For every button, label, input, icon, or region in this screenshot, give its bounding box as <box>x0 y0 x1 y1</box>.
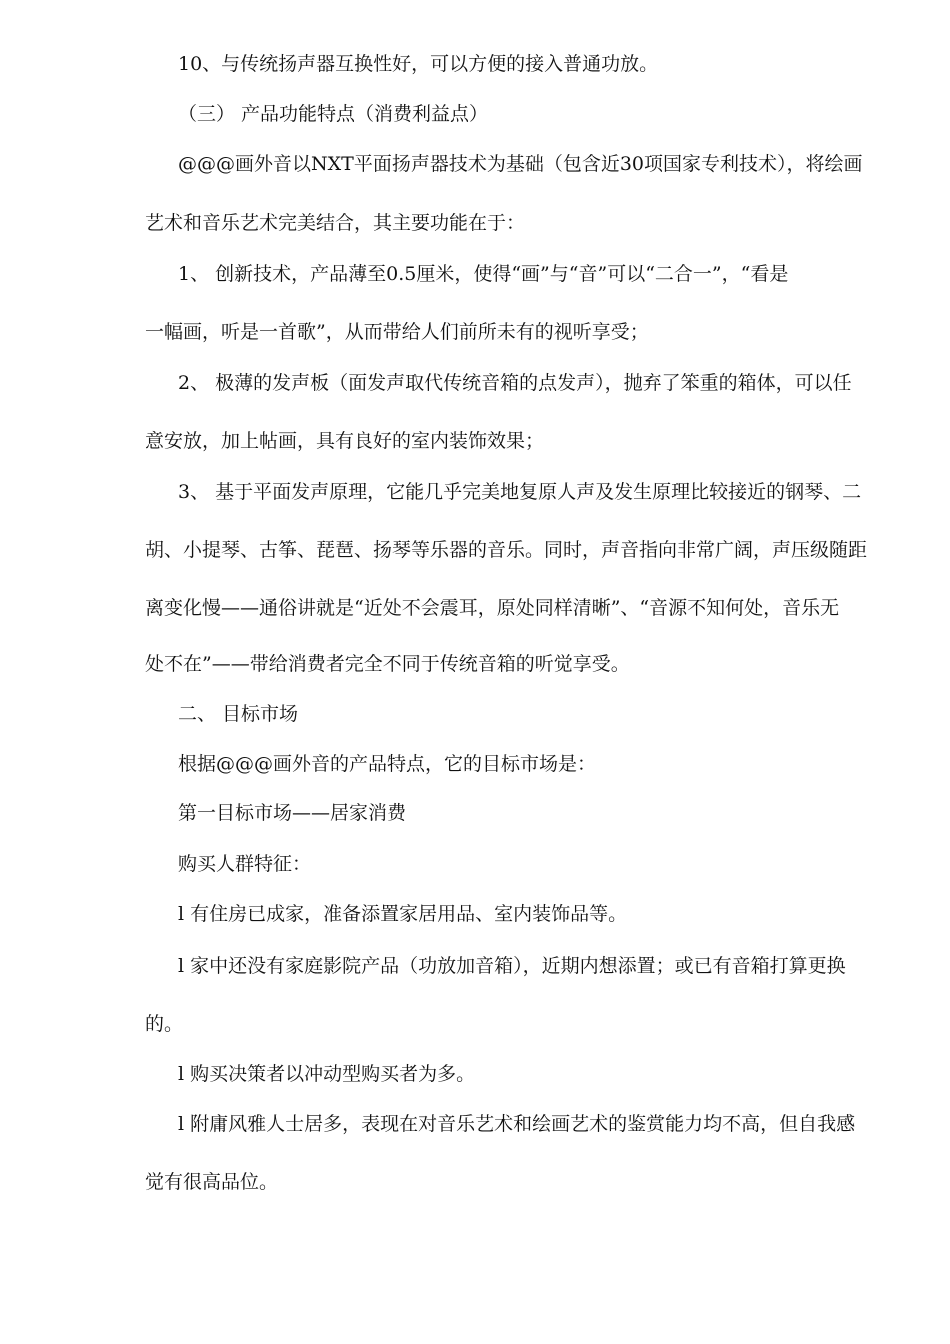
function-item-3-line-3: 离变化慢——通俗讲就是“近处不会震耳，原处同样清晰”、“音源不知何处，音乐无 <box>145 597 840 619</box>
section-heading-product-features: （三） 产品功能特点（消费利益点） <box>178 103 489 125</box>
function-item-1-line-1: 1、 创新技术，产品薄至0.5厘米，使得“画”与“音”可以“二合一”，“看是 <box>178 263 789 285</box>
buyer-feature-4-line-1: l 附庸风雅人士居多，表现在对音乐艺术和绘画艺术的鉴赏能力均不高，但自我感 <box>178 1113 856 1135</box>
function-item-3-line-4: 处不在”——带给消费者完全不同于传统音箱的听觉享受。 <box>145 653 630 675</box>
function-item-2-line-2: 意安放，加上帖画，具有良好的室内装饰效果； <box>145 430 545 452</box>
buyer-feature-2-line-1: l 家中还没有家庭影院产品（功放加音箱），近期内想添置；或已有音箱打算更换 <box>178 955 846 977</box>
paragraph-intro-line-1: @@@画外音以NXT平面扬声器技术为基础（包含近30项国家专利技术），将绘画 <box>178 153 863 175</box>
buyer-feature-1: l 有住房已成家，准备添置家居用品、室内装饰品等。 <box>178 903 628 925</box>
buyer-feature-3: l 购买决策者以冲动型购买者为多。 <box>178 1063 476 1085</box>
buyer-features-label: 购买人群特征： <box>178 853 312 875</box>
function-item-3-line-1: 3、 基于平面发声原理，它能几乎完美地复原人声及发生原理比较接近的钢琴、二 <box>178 481 862 503</box>
paragraph-intro-line-2: 艺术和音乐艺术完美结合，其主要功能在于： <box>145 212 526 234</box>
function-item-3-line-2: 胡、小提琴、古筝、琵琶、扬琴等乐器的音乐。同时，声音指向非常广阔，声压级随距 <box>145 539 868 561</box>
section-heading-target-market: 二、 目标市场 <box>178 703 299 725</box>
function-item-1-line-2: 一幅画，听是一首歌”，从而带给人们前所未有的视听享受； <box>145 321 649 343</box>
feature-item-10: 10、与传统扬声器互换性好，可以方便的接入普通功放。 <box>178 53 659 75</box>
buyer-feature-4-line-2: 觉有很高品位。 <box>145 1171 279 1193</box>
function-item-2-line-1: 2、 极薄的发声板（面发声取代传统音箱的点发声），抛弃了笨重的箱体，可以任 <box>178 372 852 394</box>
first-target-market: 第一目标市场——居家消费 <box>178 802 407 824</box>
buyer-feature-2-line-2: 的。 <box>145 1013 184 1035</box>
target-market-intro: 根据@@@画外音的产品特点，它的目标市场是： <box>178 753 597 775</box>
